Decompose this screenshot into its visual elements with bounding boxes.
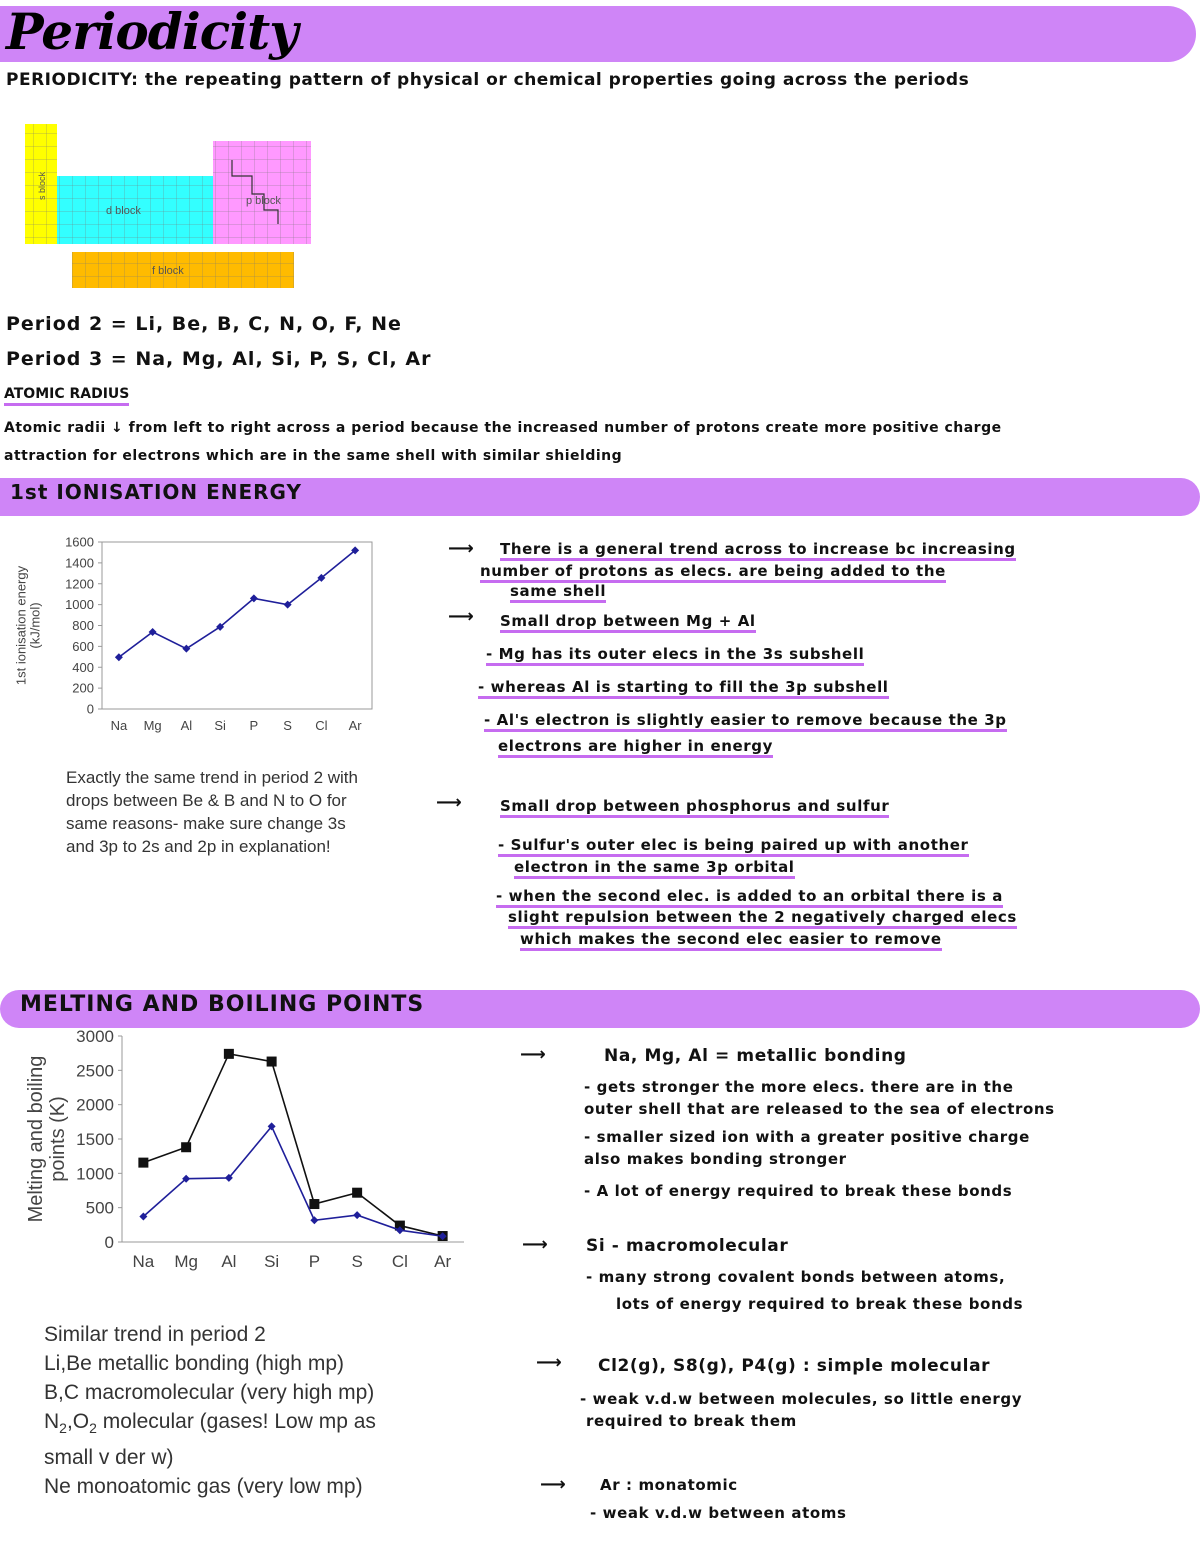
arrow-icon: ⟶: [448, 606, 474, 627]
page-title: Periodicity: [6, 2, 298, 61]
melting-caption-line: Similar trend in period 2: [44, 1323, 266, 1346]
melting-caption-line: B,C macromolecular (very high mp): [44, 1381, 375, 1404]
ionisation-energy-chart: [0, 530, 400, 745]
melting-note: outer shell that are released to the sea of electrons: [584, 1100, 1055, 1118]
data-point: [181, 1142, 191, 1152]
x-tick-label: Na: [132, 1252, 155, 1271]
arrow-icon: ⟶: [436, 792, 462, 813]
melting-note: Ar : monatomic: [600, 1476, 738, 1494]
period-3-elements: Period 3 = Na, Mg, Al, Si, P, S, Cl, Ar: [6, 348, 432, 370]
y-tick-label: 500: [85, 1198, 114, 1218]
y-tick-label: 600: [72, 638, 94, 654]
f-block-label: f block: [152, 265, 184, 277]
ionisation-note: There is a general trend across to increase bc increasing: [500, 540, 1016, 561]
x-tick-label: Cl: [391, 1252, 408, 1271]
y-axis-label: Melting and boilingpoints (K): [25, 1055, 69, 1223]
d-block-label: d block: [106, 205, 141, 217]
caption-text: N: [44, 1410, 60, 1433]
y-tick-label: 3000: [76, 1026, 114, 1046]
melting-note: lots of energy required to break these bonds: [616, 1295, 1024, 1313]
arrow-icon: ⟶: [536, 1352, 562, 1373]
arrow-icon: ⟶: [520, 1044, 546, 1065]
series-line: [119, 550, 355, 657]
melting-note: - weak v.d.w between molecules, so little energy: [580, 1390, 1023, 1408]
melting-note: - gets stronger the more elecs. there are in the: [584, 1078, 1014, 1096]
melting-banner: [0, 990, 1200, 1028]
y-tick-label: 2500: [76, 1061, 114, 1081]
data-point: [309, 1199, 319, 1209]
x-tick-label: Mg: [143, 718, 162, 733]
melting-note: Si - macromolecular: [586, 1236, 789, 1256]
subscript: 2: [59, 1420, 67, 1437]
y-tick-label: 400: [72, 659, 94, 675]
ionisation-note: Small drop between Mg + Al: [500, 612, 756, 633]
y-axis-label: 1st ionisation energy(kJ/mol): [13, 565, 43, 686]
caption-text: ,O: [66, 1410, 90, 1433]
melting-note: Cl2(g), S8(g), P4(g) : simple molecular: [598, 1356, 991, 1376]
caption-text: molecular (gases! Low mp as: [96, 1410, 376, 1433]
ionisation-caption-line: same reasons- make sure change 3s: [66, 814, 346, 833]
y-tick-label: 2000: [76, 1095, 114, 1115]
ionisation-note: number of protons as elecs. are being added to the: [480, 562, 946, 583]
y-tick-label: 1600: [65, 534, 94, 550]
melting-note: - many strong covalent bonds between atoms,: [586, 1268, 1006, 1286]
y-tick-label: 1500: [76, 1129, 114, 1149]
x-tick-label: Ar: [348, 718, 362, 733]
melting-caption: [44, 1320, 376, 1501]
melting-caption-line: [44, 1407, 376, 1443]
arrow-icon: ⟶: [448, 538, 474, 559]
ionisation-note: - Mg has its outer elecs in the 3s subshell: [486, 645, 864, 666]
periodic-table-diagram: [20, 120, 320, 295]
ionisation-note: electrons are higher in energy: [498, 737, 773, 758]
ionisation-note: - Al's electron is slightly easier to remove because the 3p: [484, 711, 1007, 732]
x-tick-label: Al: [180, 718, 193, 733]
y-tick-label: 800: [72, 618, 94, 634]
x-tick-label: Si: [214, 718, 226, 733]
melting-caption-line: small v der w): [44, 1446, 174, 1470]
y-tick-label: 0: [86, 701, 94, 717]
data-point: [138, 1158, 148, 1168]
melting-caption-line: Li,Be metallic bonding (high mp): [44, 1352, 344, 1375]
x-tick-label: Mg: [174, 1252, 198, 1271]
x-tick-label: Na: [110, 718, 128, 733]
title-banner: [0, 2, 1196, 62]
ionisation-note: same shell: [510, 582, 606, 603]
melting-heading: MELTING AND BOILING POINTS: [20, 992, 425, 1017]
ionisation-caption-line: Exactly the same trend in period 2 with: [66, 768, 358, 787]
x-tick-label: S: [283, 718, 292, 733]
y-tick-label: 1000: [65, 597, 94, 613]
plot-frame: [102, 542, 372, 709]
x-tick-label: Si: [264, 1252, 280, 1271]
ionisation-caption: [66, 766, 358, 858]
ionisation-note: which makes the second elec easier to remove: [520, 930, 942, 951]
melting-note: - A lot of energy required to break these bonds: [584, 1182, 1013, 1200]
data-point: [182, 645, 190, 653]
data-point: [224, 1049, 234, 1059]
y-tick-label: 200: [72, 680, 94, 696]
melting-caption-line: Ne monoatomic gas (very low mp): [44, 1475, 363, 1499]
atomic-radius-line-1: Atomic radii ↓ from left to right across a period because the increased number of protons create more positive charge: [4, 420, 1002, 436]
melting-boiling-chart: [20, 1026, 480, 1288]
melting-note: required to break them: [586, 1412, 797, 1430]
arrow-icon: ⟶: [522, 1234, 548, 1255]
period-2-elements: Period 2 = Li, Be, B, C, N, O, F, Ne: [6, 313, 402, 335]
ionisation-note: slight repulsion between the 2 negatively charged elecs: [508, 908, 1017, 929]
ionisation-caption-line: and 3p to 2s and 2p in explanation!: [66, 837, 331, 856]
ionisation-note: electron in the same 3p orbital: [514, 858, 795, 879]
data-point: [353, 1211, 361, 1219]
s-block-label: s block: [37, 171, 47, 200]
melting-note: - smaller sized ion with a greater positive charge: [584, 1128, 1030, 1146]
ionisation-note: - Sulfur's outer elec is being paired up with another: [498, 836, 969, 857]
x-tick-label: Ar: [434, 1252, 452, 1271]
arrow-icon: ⟶: [540, 1474, 566, 1495]
subscript: 2: [89, 1420, 97, 1437]
ionisation-note: - when the second elec. is added to an orbital there is a: [496, 887, 1003, 908]
atomic-radius-line-2: attraction for electrons which are in the same shell with similar shielding: [4, 448, 623, 464]
data-point: [310, 1216, 318, 1224]
x-tick-label: Al: [221, 1252, 237, 1271]
ionisation-caption-line: drops between Be & B and N to O for: [66, 791, 347, 810]
atomic-radius-label: ATOMIC RADIUS: [4, 386, 129, 406]
data-point: [267, 1057, 277, 1067]
melting-note: Na, Mg, Al = metallic bonding: [604, 1046, 907, 1066]
y-tick-label: 1200: [65, 576, 94, 592]
y-tick-label: 0: [104, 1232, 114, 1252]
x-tick-label: P: [308, 1252, 321, 1271]
periodicity-definition: PERIODICITY: the repeating pattern of physical or chemical properties going across the periods: [6, 70, 970, 90]
x-tick-label: P: [249, 718, 259, 733]
ionisation-note: - whereas Al is starting to fill the 3p subshell: [478, 678, 889, 699]
data-point: [352, 1188, 362, 1198]
x-tick-label: Cl: [315, 718, 328, 733]
ionisation-note: Small drop between phosphorus and sulfur: [500, 797, 889, 818]
ionisation-heading: 1st IONISATION ENERGY: [10, 480, 303, 504]
melting-note: - weak v.d.w between atoms: [590, 1504, 847, 1522]
ionisation-banner: [0, 478, 1200, 516]
y-tick-label: 1000: [76, 1164, 114, 1184]
x-tick-label: S: [351, 1252, 363, 1271]
melting-note: also makes bonding stronger: [584, 1150, 847, 1168]
y-tick-label: 1400: [65, 555, 94, 571]
p-block-label: p block: [246, 195, 281, 207]
